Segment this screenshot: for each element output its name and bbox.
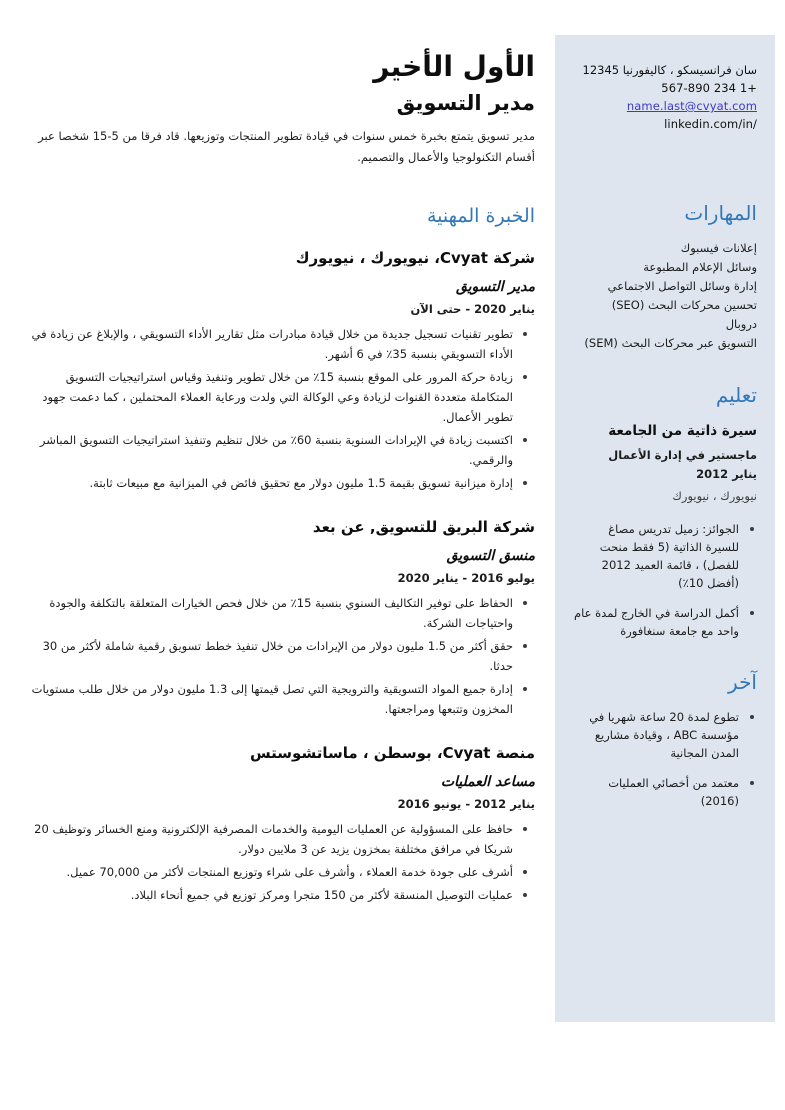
contact-address: سان فرانسيسكو ، كاليفورنيا 12345 — [582, 63, 757, 77]
job-bullet: حقق أكثر من 1.5 مليون دولار من الإيرادات من خلال تنفيذ خطط تسويق رقمية شاملة لأكثر من 30 حدثا. — [30, 636, 513, 676]
skills-heading: المهارات — [684, 201, 757, 225]
job-company: شركة البريق للتسويق, عن بعد — [312, 518, 535, 536]
experience-entry — [30, 741, 535, 905]
contact-phone: +1 234 567-890 — [661, 81, 757, 95]
job-date: يوليو 2016 - يناير 2020 — [397, 571, 535, 585]
job-bullet: إدارة جميع المواد التسويقية والترويجية التي تصل قيمتها إلى 1.3 مليون دولار من خلال طلب مستويات المخزون وتتبعها ومراجعتها. — [30, 679, 513, 719]
job-title: مدير التسويق — [455, 279, 535, 295]
skills-section — [573, 201, 757, 353]
education-bullet: أكمل الدراسة في الخارج لمدة عام واحد مع جامعة سنغافورة — [574, 606, 739, 638]
education-degree: ماجستير في إدارة الأعمال — [608, 448, 757, 462]
job-title: منسق التسويق — [446, 548, 535, 564]
candidate-name: الأول الأخير — [373, 50, 535, 83]
job-bullet-list — [30, 819, 535, 905]
other-bullet: تطوع لمدة 20 ساعة شهريا في مؤسسة ABC ، وقيادة مشاريع المدن المجانية — [573, 708, 741, 762]
skill-item: وسائل الإعلام المطبوعة — [643, 260, 757, 274]
contact-block — [573, 61, 757, 133]
skills-list — [573, 239, 757, 353]
candidate-summary: مدير تسويق يتمتع بخبرة خمس سنوات في قيادة تطوير المنتجات وتوزيعها. قاد فرقا من 5-15 شخصا عبر أقسام التكنولوجيا والأعمال والتصميم. — [38, 129, 535, 164]
education-school: سيرة ذاتية من الجامعة — [608, 423, 757, 439]
contact-email-link[interactable]: name.last@cvyat.com — [626, 99, 757, 113]
education-bullets — [573, 520, 757, 640]
other-heading: آخر — [728, 670, 757, 694]
experience-section — [30, 204, 535, 905]
skill-item: إدارة وسائل التواصل الاجتماعي — [607, 279, 757, 293]
resume-header — [30, 48, 535, 168]
job-bullet: حافظ على المسؤولية عن العمليات اليومية والخدمات المصرفية الإلكترونية ومنع الخسائر وتوظيف 20 شريكا في مرافق مختلفة بمخزون يزيد عن 3 ملايين دولار. — [30, 819, 513, 859]
job-bullet: اكتسبت زيادة في الإيرادات السنوية بنسبة 60٪ من خلال تنظيم وتنفيذ استراتيجيات التسويق المباشر والرقمي. — [30, 430, 513, 470]
contact-linkedin[interactable]: /linkedin.com/in — [664, 117, 757, 131]
job-bullet-list — [30, 324, 535, 493]
education-date: يناير 2012 — [696, 467, 757, 481]
sidebar — [555, 35, 775, 1022]
skill-item: تحسين محركات البحث (SEO) — [611, 298, 757, 312]
job-bullet: إدارة ميزانية تسويق بقيمة 1.5 مليون دولار مع تحقيق فائض في الميزانية مع مبيعات ثابتة. — [30, 473, 513, 493]
skill-item: دروبال — [725, 317, 757, 331]
education-bullet: الجوائز: زميل تدريس مصاغ للسيرة الذاتية (5 فقط منحت للفصل) ، قائمة العميد 2012 (أفضل 10٪) — [573, 520, 741, 592]
other-bullet: معتمد من أخصائي العمليات (2016) — [573, 774, 741, 810]
job-bullet: عمليات التوصيل المنسقة لأكثر من 150 متجرا ومركز توزيع في جميع أنحاء البلاد. — [30, 885, 513, 905]
job-date: يناير 2012 - يونيو 2016 — [397, 797, 535, 811]
job-bullet: تطوير تقنيات تسجيل جديدة من خلال قيادة مبادرات مثل تقارير الأداء التسويقي ، والإبلاغ عن زيادة في الأداء التسويقي بنسبة 35٪ في 6 أشهر. — [30, 324, 513, 364]
experience-heading: الخبرة المهنية — [426, 205, 535, 227]
job-bullet: الحفاظ على توفير التكاليف السنوي بنسبة 15٪ من خلال فحص الخيارات المتعلقة بالتكلفة والجودة واحتياجات الشركة. — [30, 593, 513, 633]
job-date: يناير 2020 - حتى الآن — [410, 302, 535, 316]
candidate-role: مدير التسويق — [396, 91, 535, 115]
job-title: مساعد العمليات — [440, 774, 535, 790]
job-company: منصة Cvyat، بوسطن ، ماساتشوستس — [249, 744, 535, 762]
main-column — [30, 48, 535, 908]
education-heading: تعليم — [715, 383, 757, 407]
experience-entry — [30, 246, 535, 493]
job-company: شركة Cvyat، نيويورك ، نيويورك — [295, 249, 535, 267]
experience-entry — [30, 515, 535, 719]
job-bullet: أشرف على جودة خدمة العملاء ، وأشرف على شراء وتوزيع المنتجات لأكثر من 70,000 عميل. — [30, 862, 513, 882]
education-section — [573, 383, 757, 640]
skill-item: إعلانات فيسبوك — [680, 241, 757, 255]
other-section — [573, 670, 757, 810]
job-bullet-list — [30, 593, 535, 719]
other-bullets — [573, 708, 757, 810]
skill-item: التسويق عبر محركات البحث (SEM) — [584, 336, 757, 350]
job-bullet: زيادة حركة المرور على الموقع بنسبة 15٪ من خلال تطوير وتنفيذ وقياس استراتيجيات التسويق المتكاملة متعددة القنوات لزيادة وعي الوكالة التي ولدت ورعاية العملاء المحتملين ، كما دعمت جهود تطوير الأعمال. — [30, 367, 513, 427]
education-location: نيويورك ، نيويورك — [672, 489, 757, 503]
